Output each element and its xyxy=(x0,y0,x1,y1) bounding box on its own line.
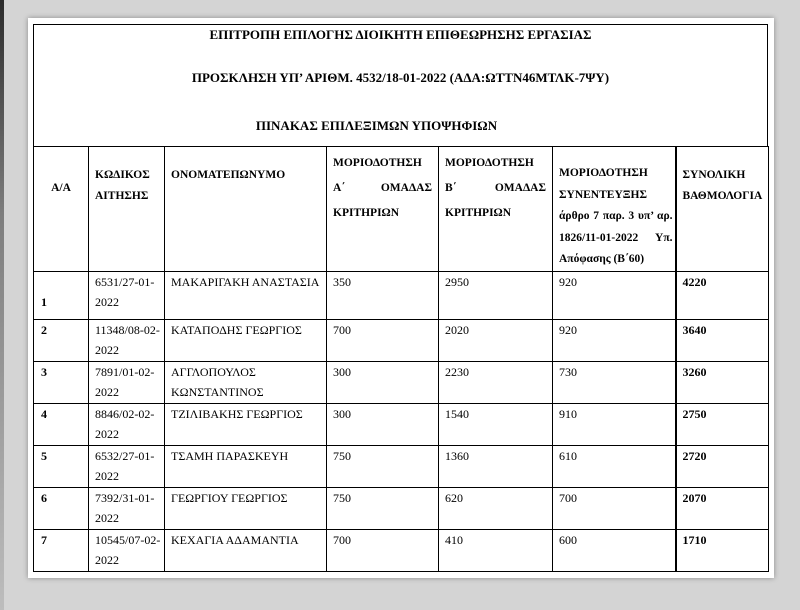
cell-total-score: 3640 xyxy=(676,319,769,361)
header-line: ΚΩΔΙΚΟΣ xyxy=(95,169,150,181)
cell-aa: 3 xyxy=(34,361,89,403)
cell-full-name: ΤΣΑΜΗ ΠΑΡΑΣΚΕΥΗ xyxy=(165,445,327,487)
cell-group-b-score: 2230 xyxy=(439,361,553,403)
header-line: 1826/11-01-2022 Υπ. xyxy=(559,231,673,244)
cell-application-code: 6531/27-01-​2022 xyxy=(89,271,165,319)
table-header-row xyxy=(34,147,769,272)
cell-aa: 2 xyxy=(34,319,89,361)
cell-group-a-score: 300 xyxy=(327,403,439,445)
cell-aa: 6 xyxy=(34,487,89,529)
cell-interview-score: 700 xyxy=(553,487,676,529)
cell-total-score: 2750 xyxy=(676,403,769,445)
cell-group-a-score: 750 xyxy=(327,445,439,487)
cell-application-code: 11348/08-02-​2022 xyxy=(89,319,165,361)
cell-total-score: 2720 xyxy=(676,445,769,487)
column-header-full-name xyxy=(165,147,327,272)
table-head xyxy=(34,147,769,272)
cell-group-b-score: 2020 xyxy=(439,319,553,361)
cell-interview-score: 920 xyxy=(553,319,676,361)
cell-group-b-score: 410 xyxy=(439,529,553,571)
cell-group-a-score: 700 xyxy=(327,319,439,361)
cell-interview-score: 910 xyxy=(553,403,676,445)
candidates-document xyxy=(33,24,768,572)
cell-total-score: 3260 xyxy=(676,361,769,403)
column-header-group-a-score xyxy=(327,147,439,272)
cell-interview-score: 600 xyxy=(553,529,676,571)
cell-full-name: ΚΑΤΑΠΟΔΗΣ ΓΕΩΡΓΙΟΣ xyxy=(165,319,327,361)
cell-interview-score: 730 xyxy=(553,361,676,403)
cell-aa: 4 xyxy=(34,403,89,445)
column-header-aa xyxy=(34,147,89,272)
candidates-table xyxy=(33,146,769,572)
cell-aa: 1 xyxy=(34,271,89,319)
cell-group-a-score: 700 xyxy=(327,529,439,571)
cell-full-name: ΜΑΚΑΡΙΓΑΚΗ ΑΝΑΣΤΑΣΙΑ xyxy=(165,271,327,319)
cell-total-score: 1710 xyxy=(676,529,769,571)
cell-group-a-score: 350 xyxy=(327,271,439,319)
header-line: Α/Α xyxy=(51,182,71,194)
header-line: ΜΟΡΙΟΔΟΤΗΣΗ xyxy=(445,157,534,169)
column-header-total-score xyxy=(676,147,769,272)
header-line: ΑΙΤΗΣΗΣ xyxy=(95,190,149,202)
invitation-reference: ΠΡΟΣΚΛΗΣΗ ΥΠ’ ΑΡΙΘΜ. 4532/18-01-2022 (ΑΔΑ:ΩΤΤΝ46ΜΤΛΚ-7ΨΥ) xyxy=(191,70,610,85)
table-row xyxy=(34,403,769,445)
column-header-application-code xyxy=(89,147,165,272)
table-title: ΠΙΝΑΚΑΣ ΕΠΙΛΕΞΙΜΩΝ ΥΠΟΨΗΦΙΩΝ xyxy=(255,118,498,133)
table-row xyxy=(34,319,769,361)
header-line: ΜΟΡΙΟΔΟΤΗΣΗ xyxy=(559,167,648,179)
header-line: ΚΡΙΤΗΡΙΩΝ xyxy=(333,207,400,219)
table-row xyxy=(34,361,769,403)
cell-group-a-score: 300 xyxy=(327,361,439,403)
header-line: ΣΥΝΕΝΤΕΥΞΗΣ xyxy=(559,188,648,201)
cell-application-code: 7891/01-02-​2022 xyxy=(89,361,165,403)
document-header xyxy=(33,24,768,146)
header-line: ΟΝΟΜΑΤΕΠΩΝΥΜΟ xyxy=(171,169,286,181)
cell-interview-score: 920 xyxy=(553,271,676,319)
column-header-interview-score xyxy=(553,147,676,272)
cell-total-score: 2070 xyxy=(676,487,769,529)
viewer-edge xyxy=(0,0,4,610)
cell-group-a-score: 750 xyxy=(327,487,439,529)
header-line: ΚΡΙΤΗΡΙΩΝ xyxy=(445,207,512,219)
committee-title: ΕΠΙΤΡΟΠΗ ΕΠΙΛΟΓΗΣ ΔΙΟΙΚΗΤΗ ΕΠΙΘΕΩΡΗΣΗΣ ΕΡΓΑΣΙΑΣ xyxy=(209,27,592,42)
cell-aa: 7 xyxy=(34,529,89,571)
cell-full-name: ΚΕΧΑΓΙΑ ΑΔΑΜΑΝΤΙΑ xyxy=(165,529,327,571)
cell-group-b-score: 2950 xyxy=(439,271,553,319)
header-line: Απόφασης (Β΄60) xyxy=(559,253,645,265)
table-row xyxy=(34,487,769,529)
header-line: ΜΟΡΙΟΔΟΤΗΣΗ xyxy=(333,157,422,169)
cell-group-b-score: 620 xyxy=(439,487,553,529)
cell-group-b-score: 1540 xyxy=(439,403,553,445)
cell-aa: 5 xyxy=(34,445,89,487)
cell-full-name: ΓΕΩΡΓΙΟΥ ΓΕΩΡΓΙΟΣ xyxy=(165,487,327,529)
table-row xyxy=(34,529,769,571)
cell-full-name: ΑΓΓΛΟΠΟΥΛΟΣ ΚΩΝΣΤΑΝΤΙΝΟΣ xyxy=(165,361,327,403)
table-row xyxy=(34,445,769,487)
cell-interview-score: 610 xyxy=(553,445,676,487)
header-line: ΒΑΘΜΟΛΟΓΙΑ xyxy=(682,190,763,202)
cell-group-b-score: 1360 xyxy=(439,445,553,487)
cell-application-code: 8846/02-02-​2022 xyxy=(89,403,165,445)
table-row xyxy=(34,271,769,319)
header-line: άρθρο 7 παρ. 3 υπ’ αρ. xyxy=(559,210,673,222)
header-line: Α΄ ΟΜΑΔΑΣ xyxy=(333,182,432,194)
cell-application-code: 7392/31-01-​2022 xyxy=(89,487,165,529)
header-line: ΣΥΝΟΛΙΚΗ xyxy=(682,169,746,181)
cell-application-code: 10545/07-02-​2022 xyxy=(89,529,165,571)
table-body xyxy=(34,271,769,571)
column-header-group-b-score xyxy=(439,147,553,272)
cell-total-score: 4220 xyxy=(676,271,769,319)
header-line: Β΄ ΟΜΑΔΑΣ xyxy=(445,182,546,194)
cell-full-name: ΤΖΙΛΙΒΑΚΗΣ ΓΕΩΡΓΙΟΣ xyxy=(165,403,327,445)
cell-application-code: 6532/27-01-​2022 xyxy=(89,445,165,487)
